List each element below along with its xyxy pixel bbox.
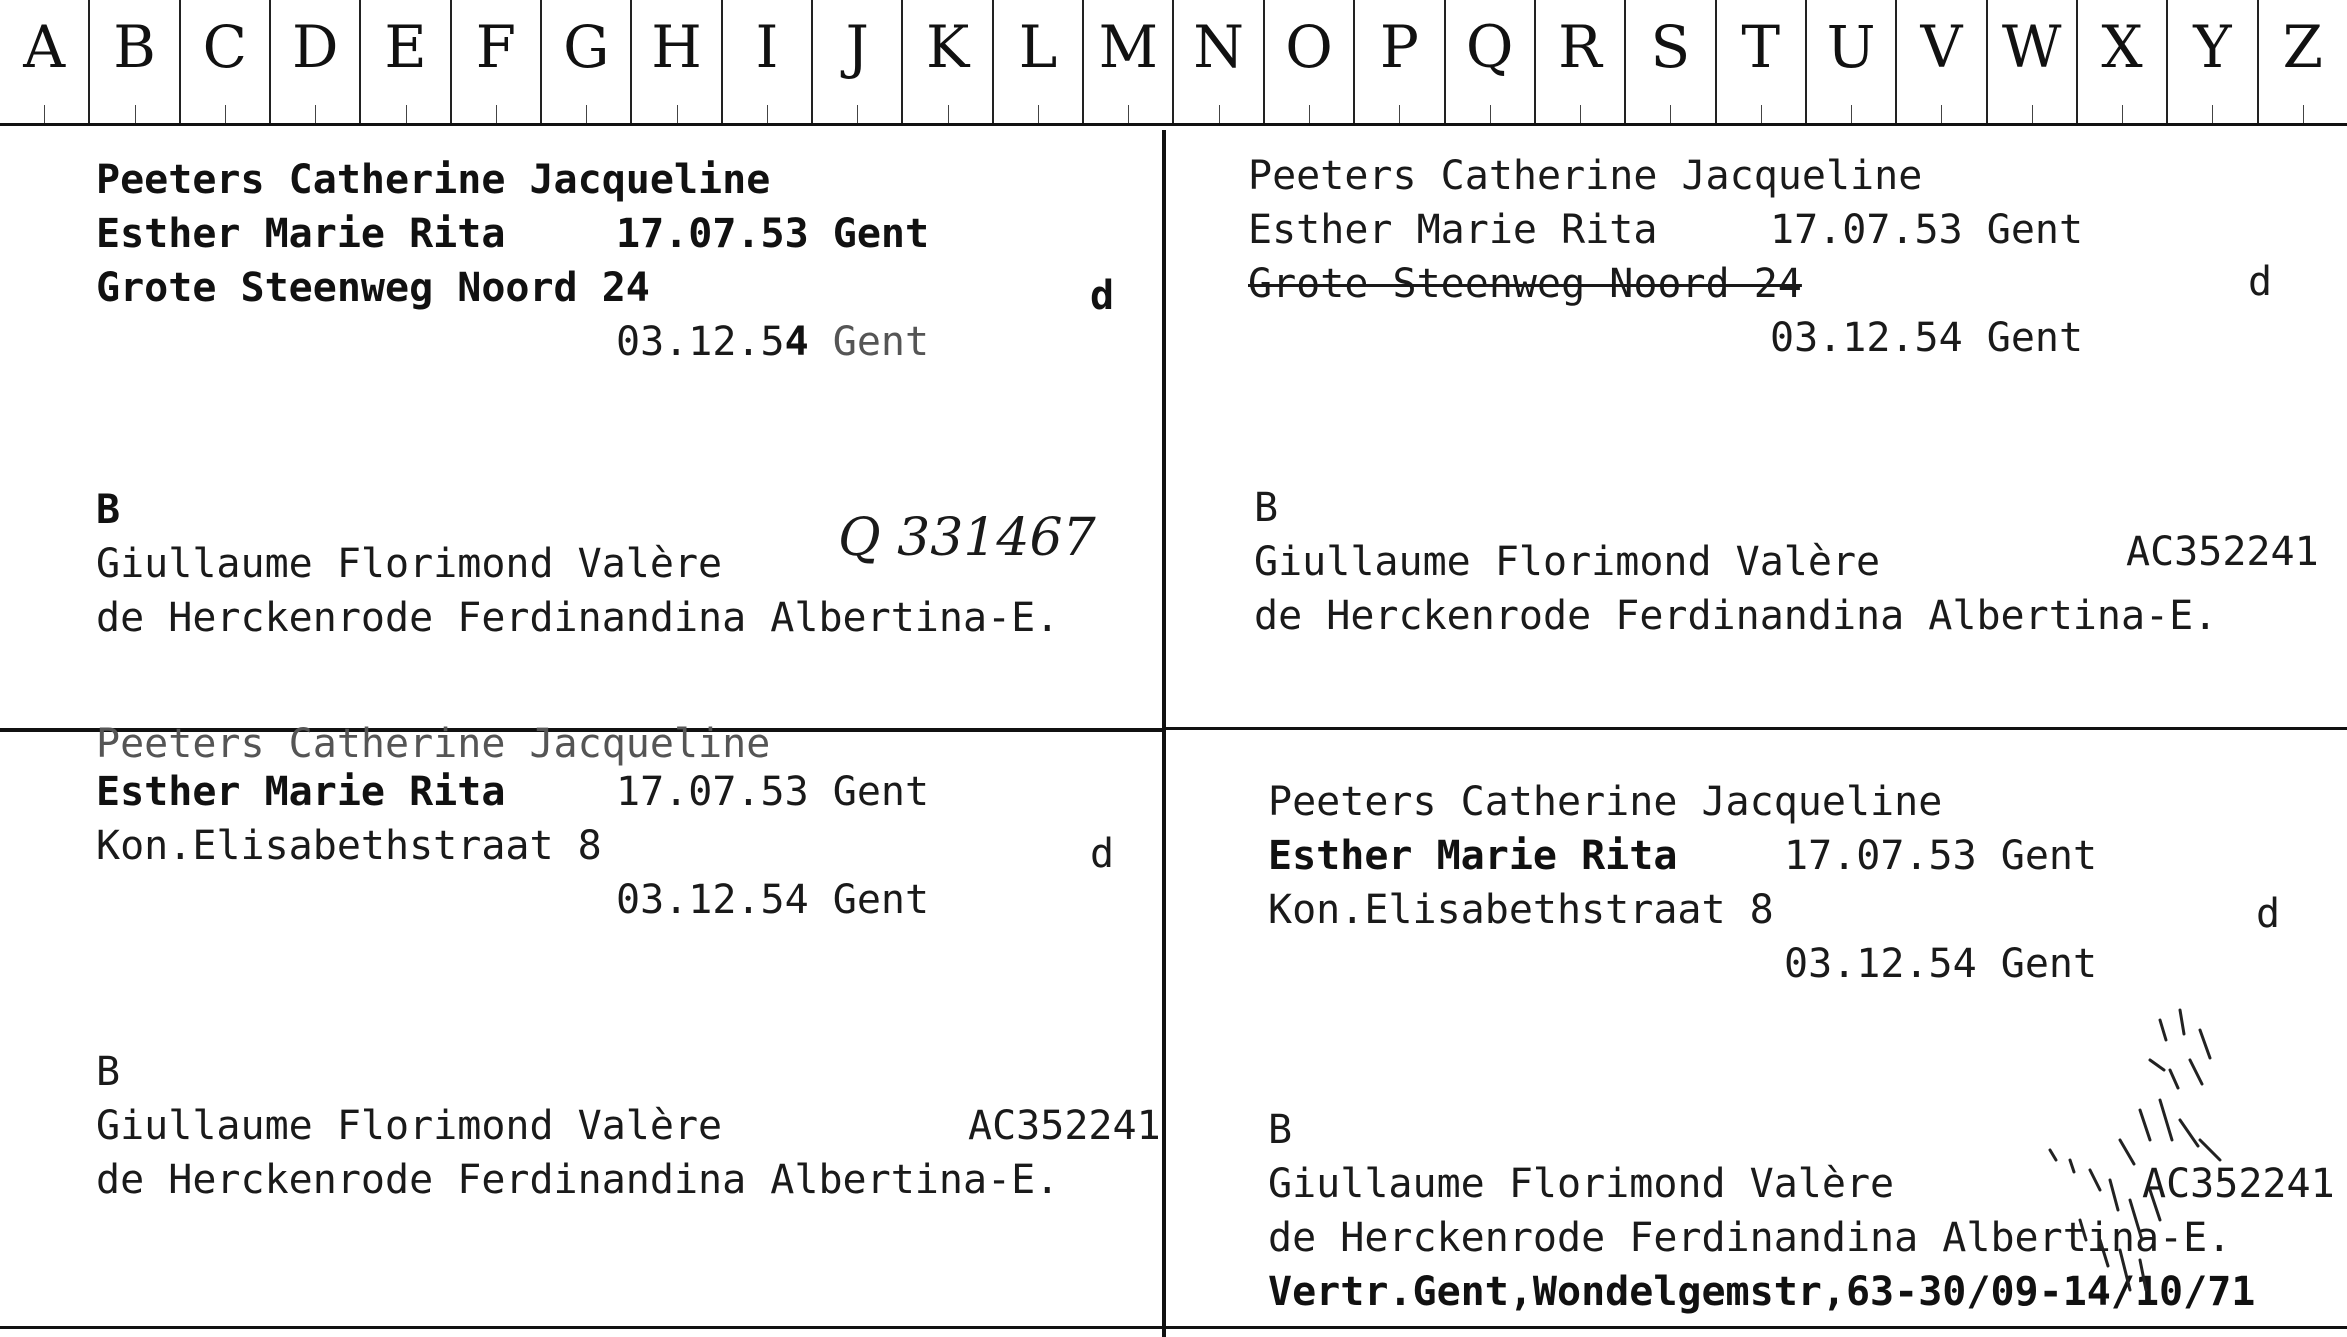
alphabet-tab-n: N (1174, 0, 1264, 123)
card-id: AC352241 (2142, 1161, 2335, 1207)
card-marker-d: d (1090, 273, 1115, 319)
alphabet-tab-s: S (1626, 0, 1716, 123)
card-address: Kon.Elisabethstraat 8 (1268, 887, 1774, 933)
alphabet-index-strip (0, 0, 2347, 126)
card-name-line-2: Esther Marie Rita (96, 211, 506, 257)
card-id: AC352241 (2126, 529, 2319, 575)
card-name-line-2: Esther Marie Rita (1268, 833, 1678, 879)
alphabet-tab-h: H (632, 0, 722, 123)
card-divider-vertical (1162, 130, 1166, 1337)
card-label-b: B (96, 487, 121, 533)
card-spouse-line-2: de Herckenrode Ferdinandina Albertina-E. (1254, 593, 2218, 639)
card-marker-d: d (2248, 259, 2273, 305)
card-id: AC352241 (968, 1103, 1161, 1149)
card-birth-date: 17.07.53 Gent (1770, 207, 2084, 253)
card-note: Vertr.Gent,Wondelgemstr,63-30/09-14/10/71 (1268, 1269, 2256, 1315)
alphabet-tab-b: B (90, 0, 180, 123)
card-marker-d: d (2256, 891, 2281, 937)
index-card-bottom-right (1168, 730, 2347, 1326)
alphabet-tab-v: V (1897, 0, 1987, 123)
index-card-top-left (0, 130, 1160, 726)
card-birth-date: 17.07.53 Gent (616, 769, 930, 815)
card-name-line-1: Peeters Catherine Jacqueline (1268, 779, 1943, 825)
card-label-b: B (96, 1049, 121, 1095)
card-spouse-line-2: de Herckenrode Ferdinandina Albertina-E. (96, 595, 1060, 641)
alphabet-tab-x: X (2078, 0, 2168, 123)
alphabet-tab-i: I (723, 0, 813, 123)
card-label-b: B (1254, 485, 1279, 531)
card-birth-date: 17.07.53 Gent (1784, 833, 2098, 879)
card-name-line-1: Peeters Catherine Jacqueline (96, 157, 771, 203)
index-card-top-right (1168, 130, 2347, 726)
alphabet-tab-l: L (994, 0, 1084, 123)
alphabet-tab-e: E (361, 0, 451, 123)
alphabet-tab-w: W (1988, 0, 2078, 123)
alphabet-tab-j: J (813, 0, 903, 123)
card-date-2: 03.12.54 Gent (1770, 315, 2084, 361)
alphabet-tab-k: K (903, 0, 993, 123)
card-name-line-1: Peeters Catherine Jacqueline (1248, 153, 1923, 199)
card-name-line-2: Esther Marie Rita (1248, 207, 1658, 253)
card-address: Grote Steenweg Noord 24 (96, 265, 650, 311)
alphabet-tab-d: D (271, 0, 361, 123)
card-spouse-line-1: Giullaume Florimond Valère (1254, 539, 1881, 585)
card-label-b: B (1268, 1107, 1293, 1153)
card-name-line-1: Peeters Catherine Jacqueline (96, 721, 771, 767)
alphabet-tab-c: C (181, 0, 271, 123)
card-divider-bottom (0, 1326, 2347, 1329)
card-spouse-line-2: de Herckenrode Ferdinandina Albertina-E. (1268, 1215, 2232, 1261)
alphabet-tab-p: P (1355, 0, 1445, 123)
card-marker-d: d (1090, 831, 1115, 877)
index-card-bottom-left (0, 721, 1161, 1326)
card-spouse-line-1: Giullaume Florimond Valère (96, 541, 723, 587)
alphabet-tab-m: M (1084, 0, 1174, 123)
alphabet-tab-q: Q (1446, 0, 1536, 123)
alphabet-tab-t: T (1717, 0, 1807, 123)
alphabet-tab-y: Y (2168, 0, 2258, 123)
card-spouse-line-1: Giullaume Florimond Valère (96, 1103, 723, 1149)
card-address: Kon.Elisabethstraat 8 (96, 823, 602, 869)
card-address-struck: Grote Steenweg Noord 24 (1248, 261, 1802, 307)
alphabet-tab-f: F (452, 0, 542, 123)
card-date-2: 03.12.54 Gent (1784, 941, 2098, 987)
card-birth-date: 17.07.53 Gent (616, 211, 930, 257)
alphabet-tab-g: G (542, 0, 632, 123)
card-name-line-2: Esther Marie Rita (96, 769, 506, 815)
alphabet-tab-o: O (1265, 0, 1355, 123)
alphabet-tab-r: R (1536, 0, 1626, 123)
card-date-2: 03.12.54 Gent (616, 877, 930, 923)
card-spouse-line-2: de Herckenrode Ferdinandina Albertina-E. (96, 1157, 1060, 1203)
card-handwritten-id: Q 331467 (838, 508, 1096, 568)
alphabet-tab-z: Z (2259, 0, 2347, 123)
alphabet-tab-u: U (1807, 0, 1897, 123)
alphabet-tab-a: A (0, 0, 90, 123)
card-spouse-line-1: Giullaume Florimond Valère (1268, 1161, 1895, 1207)
card-date-2: 03.12.54 Gent (616, 319, 930, 365)
